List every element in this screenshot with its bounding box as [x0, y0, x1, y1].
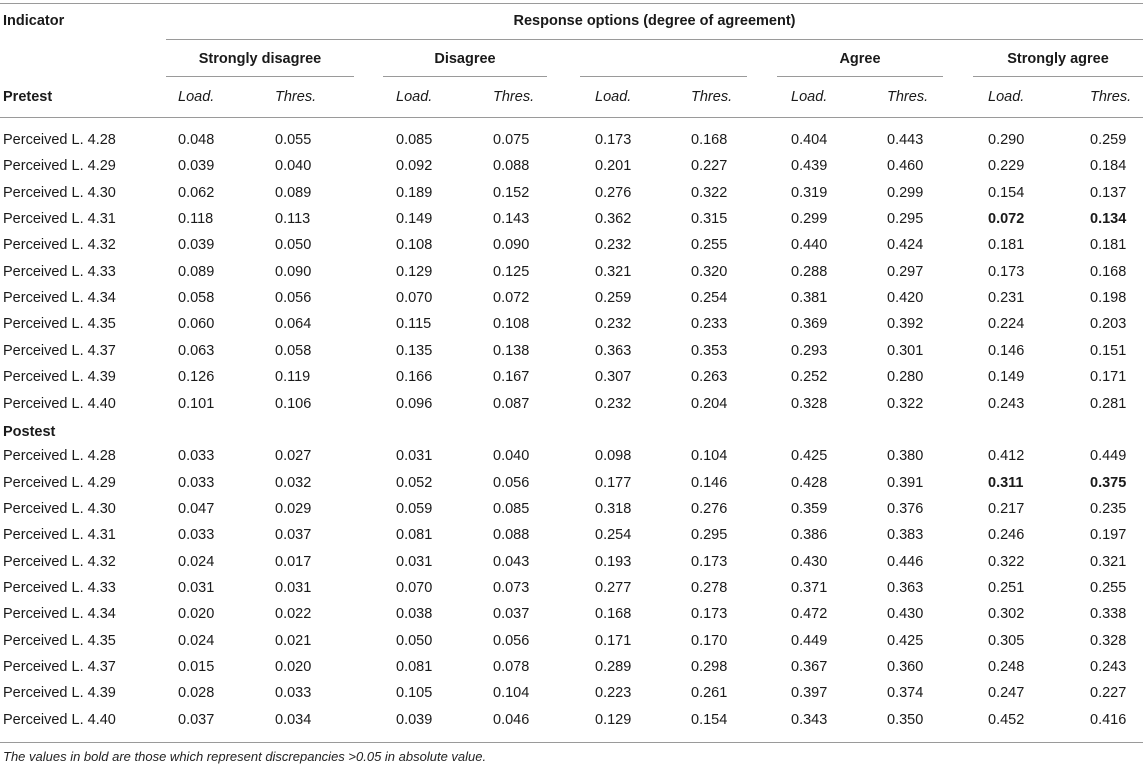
table-cell: 0.056	[493, 474, 530, 491]
table-cell: 0.224	[988, 316, 1025, 333]
table-cell: 0.020	[275, 659, 312, 675]
table-cell: 0.315	[691, 211, 728, 228]
table-cell: 0.246	[988, 527, 1025, 544]
table-cell: 0.088	[493, 158, 530, 175]
table-cell: 0.129	[396, 263, 433, 280]
table-cell: 0.184	[1090, 158, 1127, 175]
table-cell: 0.322	[691, 184, 728, 201]
row-label: Perceived L. 4.30	[3, 500, 116, 517]
table-cell: 0.028	[178, 685, 215, 702]
table-cell: 0.322	[887, 395, 924, 412]
category-underline	[973, 76, 1143, 77]
table-cell: 0.055	[275, 132, 312, 148]
table-cell: 0.472	[791, 606, 828, 623]
table-cell: 0.223	[595, 685, 632, 702]
table-cell: 0.073	[493, 579, 530, 596]
table-cell: 0.088	[493, 527, 530, 544]
table-cell: 0.113	[275, 211, 311, 228]
table-cell: 0.050	[396, 632, 433, 649]
table-cell: 0.137	[1090, 184, 1127, 201]
table-cell: 0.173	[988, 263, 1025, 280]
table-cell: 0.227	[1090, 685, 1127, 702]
load-subheader: Load.	[791, 89, 828, 105]
table-cell: 0.425	[887, 632, 924, 649]
table-cell: 0.430	[887, 606, 924, 623]
table-cell: 0.106	[275, 395, 312, 412]
table-cell: 0.181	[1090, 237, 1127, 254]
table-cell: 0.376	[887, 500, 924, 517]
table-cell: 0.305	[988, 632, 1025, 649]
table-cell: 0.090	[275, 263, 312, 280]
table-cell: 0.374	[887, 685, 924, 702]
table-cell: 0.154	[988, 184, 1025, 201]
table-cell: 0.318	[595, 500, 632, 517]
table-cell: 0.288	[791, 263, 828, 280]
table-cell: 0.171	[1090, 369, 1127, 386]
table-cell: 0.151	[1090, 342, 1127, 359]
table-cell: 0.119	[275, 369, 311, 386]
table-cell: 0.424	[887, 237, 924, 254]
table-cell: 0.046	[493, 711, 530, 728]
table-cell: 0.072	[493, 290, 530, 307]
table-cell: 0.037	[178, 711, 215, 728]
table-cell: 0.439	[791, 158, 828, 175]
table-cell: 0.203	[1090, 316, 1127, 333]
table-cell: 0.033	[275, 685, 312, 702]
category-header: Agree	[839, 51, 881, 67]
table-cell: 0.232	[595, 316, 632, 333]
table-cell: 0.369	[791, 316, 828, 333]
table-cell: 0.298	[691, 659, 728, 675]
table-cell: 0.381	[791, 290, 828, 307]
table-cell: 0.070	[396, 290, 433, 307]
table-cell: 0.135	[396, 342, 433, 359]
row-label: Perceived L. 4.33	[3, 579, 116, 596]
table-cell: 0.319	[791, 184, 828, 201]
table-cell: 0.173	[691, 606, 728, 623]
table-cell: 0.024	[178, 553, 215, 570]
table-cell: 0.201	[595, 158, 632, 175]
category-underline	[383, 76, 547, 77]
row-label: Perceived L. 4.29	[3, 474, 116, 491]
load-subheader: Load.	[178, 89, 215, 105]
table-cell: 0.255	[691, 237, 728, 254]
table-cell: 0.383	[887, 527, 924, 544]
table-cell: 0.085	[493, 500, 530, 517]
table-cell: 0.105	[396, 685, 433, 702]
table-cell: 0.108	[493, 316, 530, 333]
category-header: Strongly disagree	[198, 51, 322, 67]
table-cell: 0.024	[178, 632, 215, 649]
table-cell: 0.089	[178, 263, 215, 280]
table-cell: 0.343	[791, 711, 828, 728]
table-cell: 0.232	[595, 395, 632, 412]
row-label: Perceived L. 4.30	[3, 184, 116, 201]
table-cell: 0.096	[396, 395, 433, 412]
table-cell: 0.072	[988, 211, 1025, 228]
table-cell: 0.039	[178, 158, 215, 175]
table-cell: 0.276	[595, 184, 632, 201]
table-cell: 0.307	[595, 369, 632, 386]
table-cell: 0.193	[595, 553, 632, 570]
table-cell: 0.173	[691, 553, 728, 570]
table-cell: 0.259	[595, 290, 632, 307]
table-cell: 0.168	[1090, 263, 1127, 280]
table-cell: 0.052	[396, 474, 433, 491]
table-cell: 0.452	[988, 711, 1025, 728]
table-cell: 0.032	[275, 474, 312, 491]
row-label: Perceived L. 4.28	[3, 132, 116, 148]
table-cell: 0.115	[396, 316, 432, 333]
table-cell: 0.043	[493, 553, 530, 570]
table-cell: 0.321	[595, 263, 632, 280]
load-subheader: Load.	[396, 89, 433, 105]
table-cell: 0.277	[595, 579, 632, 596]
table-cell: 0.015	[178, 659, 215, 675]
table-cell: 0.440	[791, 237, 828, 254]
table-cell: 0.059	[396, 500, 433, 517]
table-cell: 0.022	[275, 606, 312, 623]
category-header: Strongly agree	[1007, 51, 1109, 67]
table-cell: 0.104	[493, 685, 530, 702]
table-cell: 0.037	[493, 606, 530, 623]
table-cell: 0.039	[178, 237, 215, 254]
table-cell: 0.031	[396, 553, 433, 570]
row-label: Perceived L. 4.34	[3, 606, 116, 623]
table-cell: 0.252	[791, 369, 828, 386]
table-cell: 0.299	[887, 184, 924, 201]
top-rule	[0, 3, 1143, 4]
category-header: Disagree	[434, 51, 496, 67]
table-cell: 0.167	[493, 369, 530, 386]
table-cell: 0.173	[595, 132, 632, 148]
bottom-rule	[0, 742, 1143, 743]
table-cell: 0.295	[691, 527, 728, 544]
table-cell: 0.263	[691, 369, 728, 386]
table-cell: 0.027	[275, 448, 312, 465]
table-cell: 0.261	[691, 685, 728, 702]
table-cell: 0.360	[887, 659, 924, 675]
table-cell: 0.362	[595, 211, 632, 228]
table-cell: 0.154	[691, 711, 728, 728]
table-cell: 0.101	[178, 395, 215, 412]
table-cell: 0.033	[178, 448, 215, 465]
table-cell: 0.232	[595, 237, 632, 254]
row-label: Perceived L. 4.29	[3, 158, 116, 175]
table-cell: 0.040	[275, 158, 312, 175]
load-subheader: Load.	[988, 89, 1025, 105]
thres-subheader: Thres.	[493, 89, 535, 105]
category-underline	[777, 76, 943, 77]
table-cell: 0.143	[493, 211, 530, 228]
table-cell: 0.189	[396, 184, 433, 201]
table-cell: 0.126	[178, 369, 215, 386]
table-cell: 0.392	[887, 316, 924, 333]
table-cell: 0.038	[396, 606, 433, 623]
table-cell: 0.247	[988, 685, 1025, 702]
row-label: Perceived L. 4.32	[3, 237, 116, 254]
table-cell: 0.420	[887, 290, 924, 307]
table-cell: 0.031	[396, 448, 433, 465]
table-cell: 0.359	[791, 500, 828, 517]
table-cell: 0.328	[791, 395, 828, 412]
table-cell: 0.449	[791, 632, 828, 649]
table-cell: 0.430	[791, 553, 828, 570]
table-cell: 0.460	[887, 158, 924, 175]
table-cell: 0.062	[178, 184, 215, 201]
table-cell: 0.033	[178, 474, 215, 491]
table-cell: 0.328	[1090, 632, 1127, 649]
table-cell: 0.412	[988, 448, 1025, 465]
load-subheader: Load.	[595, 89, 632, 105]
row-label: Perceived L. 4.28	[3, 448, 116, 465]
table-cell: 0.197	[1090, 527, 1127, 544]
row-label: Perceived L. 4.32	[3, 553, 116, 570]
table-cell: 0.350	[887, 711, 924, 728]
table-cell: 0.416	[1090, 711, 1127, 728]
table-cell: 0.129	[595, 711, 632, 728]
row-label: Perceived L. 4.39	[3, 369, 116, 386]
table-cell: 0.243	[1090, 659, 1127, 675]
table-cell: 0.181	[988, 237, 1025, 254]
table-cell: 0.168	[691, 132, 728, 148]
table-cell: 0.449	[1090, 448, 1127, 465]
table-cell: 0.259	[1090, 132, 1127, 148]
table-cell: 0.056	[493, 632, 530, 649]
table-cell: 0.104	[691, 448, 728, 465]
table-cell: 0.098	[595, 448, 632, 465]
table-cell: 0.281	[1090, 395, 1127, 412]
row-label: Perceived L. 4.34	[3, 290, 116, 307]
table-cell: 0.204	[691, 395, 728, 412]
table-cell: 0.037	[275, 527, 312, 544]
table-cell: 0.090	[493, 237, 530, 254]
table-cell: 0.040	[493, 448, 530, 465]
table-cell: 0.428	[791, 474, 828, 491]
table-cell: 0.391	[887, 474, 924, 491]
row-label: Perceived L. 4.31	[3, 527, 116, 544]
table-cell: 0.227	[691, 158, 728, 175]
table-cell: 0.021	[275, 632, 312, 649]
table-cell: 0.166	[396, 369, 433, 386]
table-cell: 0.085	[396, 132, 433, 148]
table-cell: 0.146	[988, 342, 1025, 359]
row-label: Perceived L. 4.35	[3, 632, 116, 649]
table-cell: 0.386	[791, 527, 828, 544]
table-cell: 0.363	[595, 342, 632, 359]
table-cell: 0.058	[275, 342, 312, 359]
header-bottom-rule	[0, 117, 1143, 118]
table-cell: 0.075	[493, 132, 530, 148]
table-cell: 0.233	[691, 316, 728, 333]
table-cell: 0.138	[493, 342, 530, 359]
thres-subheader: Thres.	[1090, 89, 1132, 105]
table-cell: 0.353	[691, 342, 728, 359]
table-cell: 0.134	[1090, 211, 1127, 228]
indicator-header: Indicator	[3, 13, 65, 29]
table-cell: 0.034	[275, 711, 312, 728]
table-cell: 0.229	[988, 158, 1025, 175]
table-cell: 0.243	[988, 395, 1025, 412]
table-cell: 0.380	[887, 448, 924, 465]
table-cell: 0.092	[396, 158, 433, 175]
table-cell: 0.297	[887, 263, 924, 280]
table-cell: 0.029	[275, 500, 312, 517]
table-cell: 0.302	[988, 606, 1025, 623]
table-cell: 0.031	[178, 579, 215, 596]
table-cell: 0.070	[396, 579, 433, 596]
table-cell: 0.404	[791, 132, 828, 148]
thres-subheader: Thres.	[691, 89, 733, 105]
table-cell: 0.031	[275, 579, 312, 596]
category-underline	[580, 76, 747, 77]
table-cell: 0.299	[791, 211, 828, 228]
table-cell: 0.146	[691, 474, 728, 491]
table-cell: 0.171	[595, 632, 632, 649]
response-options-header: Response options (degree of agreement)	[513, 13, 796, 29]
table-cell: 0.363	[887, 579, 924, 596]
table-cell: 0.320	[691, 263, 728, 280]
table-cell: 0.278	[691, 579, 728, 596]
footnote: The values in bold are those which represent discrepancies >0.05 in absolute value.	[3, 749, 487, 764]
table-cell: 0.050	[275, 237, 312, 254]
table-cell: 0.198	[1090, 290, 1127, 307]
thres-subheader: Thres.	[887, 89, 929, 105]
table-cell: 0.017	[275, 553, 312, 570]
table-cell: 0.078	[493, 659, 530, 675]
row-label: Perceived L. 4.35	[3, 316, 116, 333]
table-cell: 0.177	[595, 474, 632, 491]
row-label: Perceived L. 4.37	[3, 342, 116, 359]
table-cell: 0.311	[988, 474, 1024, 491]
table-cell: 0.047	[178, 500, 215, 517]
table-cell: 0.276	[691, 500, 728, 517]
table-cell: 0.081	[396, 527, 433, 544]
table-cell: 0.321	[1090, 553, 1127, 570]
row-label: Perceived L. 4.37	[3, 659, 116, 675]
table-cell: 0.254	[595, 527, 632, 544]
table-cell: 0.248	[988, 659, 1025, 675]
table-cell: 0.293	[791, 342, 828, 359]
table-cell: 0.125	[493, 263, 530, 280]
table-cell: 0.301	[887, 342, 924, 359]
table-cell: 0.056	[275, 290, 312, 307]
table-cell: 0.118	[178, 211, 214, 228]
table-cell: 0.081	[396, 659, 433, 675]
table-cell: 0.048	[178, 132, 215, 148]
table-cell: 0.060	[178, 316, 215, 333]
table-cell: 0.064	[275, 316, 312, 333]
table-cell: 0.039	[396, 711, 433, 728]
row-label: Perceived L. 4.39	[3, 685, 116, 702]
table-cell: 0.375	[1090, 474, 1127, 491]
table-cell: 0.108	[396, 237, 433, 254]
table-cell: 0.152	[493, 184, 530, 201]
table-cell: 0.443	[887, 132, 924, 148]
table-cell: 0.295	[887, 211, 924, 228]
table-cell: 0.149	[396, 211, 433, 228]
thres-subheader: Thres.	[275, 89, 317, 105]
table-cell: 0.290	[988, 132, 1025, 148]
table-cell: 0.235	[1090, 500, 1127, 517]
row-label: Perceived L. 4.40	[3, 711, 116, 728]
table-cell: 0.149	[988, 369, 1025, 386]
category-underline	[166, 76, 354, 77]
row-label: Perceived L. 4.31	[3, 211, 116, 228]
table-cell: 0.063	[178, 342, 215, 359]
table-cell: 0.251	[988, 579, 1025, 596]
table-cell: 0.367	[791, 659, 828, 675]
table-cell: 0.446	[887, 553, 924, 570]
section-label: Pretest	[3, 89, 53, 105]
table-cell: 0.397	[791, 685, 828, 702]
header-divider	[166, 39, 1143, 40]
table-cell: 0.254	[691, 290, 728, 307]
table-cell: 0.322	[988, 553, 1025, 570]
row-label: Perceived L. 4.33	[3, 263, 116, 280]
table-cell: 0.170	[691, 632, 728, 649]
table-cell: 0.058	[178, 290, 215, 307]
table-cell: 0.089	[275, 184, 312, 201]
row-label: Perceived L. 4.40	[3, 395, 116, 412]
table-cell: 0.280	[887, 369, 924, 386]
table-cell: 0.289	[595, 659, 632, 675]
table-cell: 0.231	[988, 290, 1025, 307]
table-cell: 0.033	[178, 527, 215, 544]
table-cell: 0.255	[1090, 579, 1127, 596]
table-cell: 0.087	[493, 395, 530, 412]
table-cell: 0.425	[791, 448, 828, 465]
table-cell: 0.371	[791, 579, 828, 596]
table-cell: 0.020	[178, 606, 215, 623]
table-cell: 0.217	[988, 500, 1025, 517]
table-cell: 0.168	[595, 606, 632, 623]
section-label: Postest	[3, 423, 56, 440]
table-cell: 0.338	[1090, 606, 1127, 623]
